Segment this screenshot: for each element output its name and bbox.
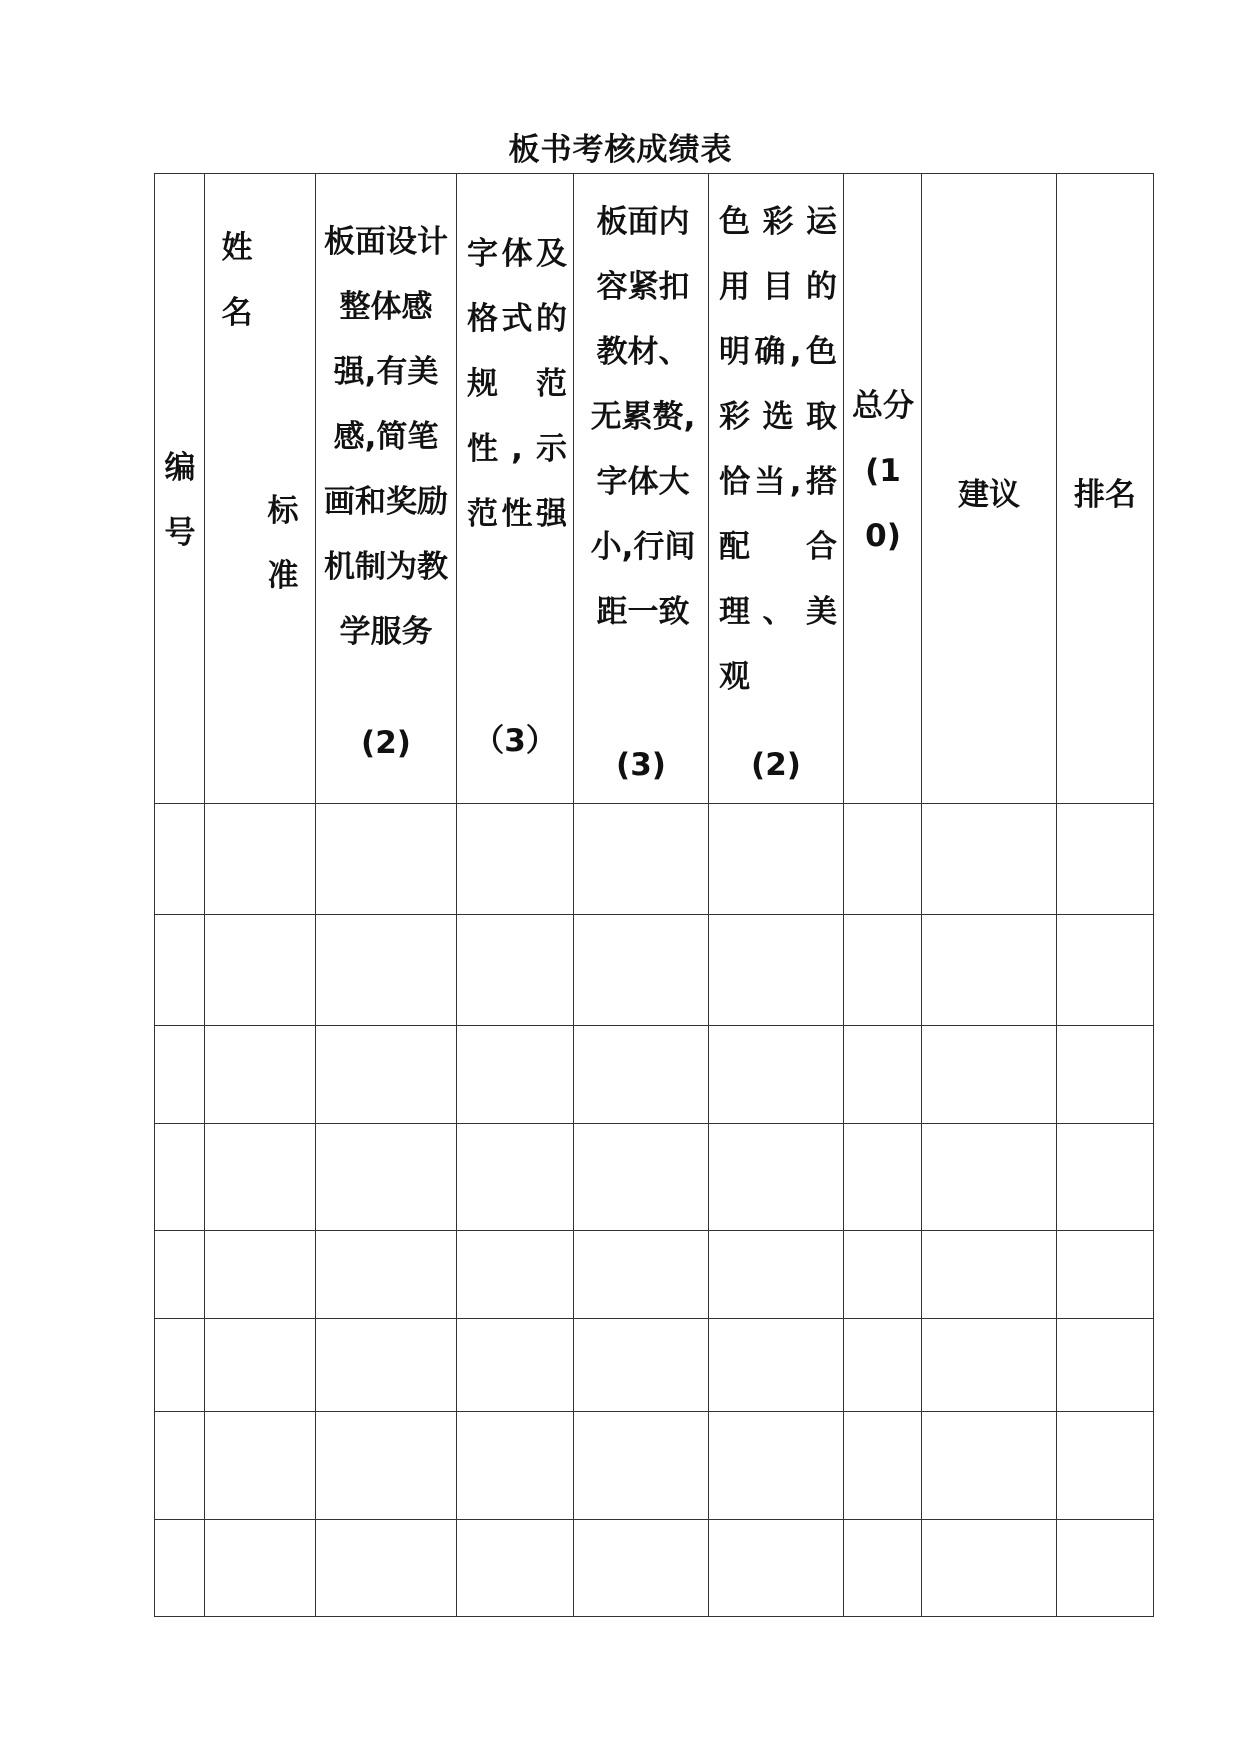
table-cell-advice[interactable] [922, 1520, 1057, 1617]
table-cell-name[interactable] [205, 1520, 316, 1617]
table-cell-font[interactable] [457, 1026, 574, 1124]
header-font-points: （3） [473, 723, 557, 759]
table-cell-color[interactable] [709, 1124, 844, 1231]
table-cell-index[interactable] [155, 1231, 205, 1319]
table-cell-rank[interactable] [1057, 915, 1154, 1026]
table-cell-advice[interactable] [922, 1231, 1057, 1319]
table-cell-font[interactable] [457, 915, 574, 1026]
header-index-label: 编号 [164, 450, 196, 551]
header-row [155, 174, 1154, 804]
table-cell-content[interactable] [574, 915, 709, 1026]
table-cell-content[interactable] [574, 1412, 709, 1520]
header-font [457, 174, 574, 804]
header-index [155, 174, 205, 804]
table-cell-total[interactable] [844, 1124, 922, 1231]
table-cell-index[interactable] [155, 1319, 205, 1412]
header-content [574, 174, 709, 804]
table-cell-rank[interactable] [1057, 1026, 1154, 1124]
score-table [154, 173, 1154, 1617]
table-cell-font[interactable] [457, 1412, 574, 1520]
table-cell-name[interactable] [205, 804, 316, 915]
table-row [155, 804, 1154, 915]
table-cell-color[interactable] [709, 1319, 844, 1412]
table-cell-total[interactable] [844, 1319, 922, 1412]
header-name [205, 174, 316, 804]
header-content-label: 板面内容紧扣教材、无累赘,字体大小,行间距一致 [590, 204, 696, 630]
table-cell-color[interactable] [709, 1026, 844, 1124]
table-cell-content[interactable] [574, 1319, 709, 1412]
table-cell-advice[interactable] [922, 1412, 1057, 1520]
table-cell-color[interactable] [709, 1231, 844, 1319]
header-design-label: 板面设计整体感强,有美感,简笔画和奖励机制为教学服务 [324, 224, 448, 650]
table-row [155, 1520, 1154, 1617]
table-cell-design[interactable] [316, 1412, 457, 1520]
header-standard-label: 标准 [267, 493, 299, 594]
table-cell-design[interactable] [316, 1520, 457, 1617]
table-row [155, 1026, 1154, 1124]
table-cell-color[interactable] [709, 915, 844, 1026]
header-advice [922, 174, 1057, 804]
table-row [155, 1124, 1154, 1231]
header-total [844, 174, 922, 804]
table-cell-total[interactable] [844, 915, 922, 1026]
header-font-label: 字体及格式的规范性,示范性强 [467, 236, 567, 532]
table-cell-total[interactable] [844, 1026, 922, 1124]
table-cell-index[interactable] [155, 1520, 205, 1617]
header-color [709, 174, 844, 804]
table-cell-design[interactable] [316, 1319, 457, 1412]
table-row [155, 915, 1154, 1026]
table-cell-design[interactable] [316, 1124, 457, 1231]
header-content-points: (3) [616, 747, 666, 783]
table-cell-font[interactable] [457, 1124, 574, 1231]
table-cell-index[interactable] [155, 1026, 205, 1124]
table-cell-color[interactable] [709, 1520, 844, 1617]
header-design [316, 174, 457, 804]
header-total-label: 总分(10) [852, 388, 914, 554]
table-cell-rank[interactable] [1057, 1319, 1154, 1412]
table-cell-font[interactable] [457, 1520, 574, 1617]
table-cell-content[interactable] [574, 1026, 709, 1124]
table-cell-color[interactable] [709, 1412, 844, 1520]
table-cell-total[interactable] [844, 1520, 922, 1617]
table-cell-total[interactable] [844, 1231, 922, 1319]
table-cell-name[interactable] [205, 1231, 316, 1319]
table-cell-color[interactable] [709, 804, 844, 915]
table-cell-advice[interactable] [922, 1026, 1057, 1124]
table-cell-design[interactable] [316, 915, 457, 1026]
table-cell-rank[interactable] [1057, 1412, 1154, 1520]
header-color-label: 色彩运用目的明确,色彩选取恰当,搭配合理、美观 [719, 204, 837, 695]
table-cell-total[interactable] [844, 1412, 922, 1520]
table-cell-font[interactable] [457, 1319, 574, 1412]
table-cell-name[interactable] [205, 1026, 316, 1124]
table-cell-advice[interactable] [922, 1124, 1057, 1231]
table-cell-rank[interactable] [1057, 1520, 1154, 1617]
table-cell-design[interactable] [316, 804, 457, 915]
header-design-points: (2) [361, 725, 411, 761]
header-advice-label: 建议 [958, 477, 1020, 513]
table-cell-name[interactable] [205, 915, 316, 1026]
table-cell-design[interactable] [316, 1231, 457, 1319]
table-cell-total[interactable] [844, 804, 922, 915]
header-rank [1057, 174, 1154, 804]
page-title: 板书考核成绩表 [508, 132, 733, 168]
table-row [155, 1412, 1154, 1520]
table-cell-rank[interactable] [1057, 804, 1154, 915]
table-cell-index[interactable] [155, 804, 205, 915]
table-cell-index[interactable] [155, 915, 205, 1026]
table-cell-index[interactable] [155, 1124, 205, 1231]
table-cell-name[interactable] [205, 1319, 316, 1412]
table-cell-font[interactable] [457, 1231, 574, 1319]
table-row [155, 1319, 1154, 1412]
table-cell-content[interactable] [574, 1520, 709, 1617]
table-cell-content[interactable] [574, 1124, 709, 1231]
table-cell-rank[interactable] [1057, 1124, 1154, 1231]
table-cell-rank[interactable] [1057, 1231, 1154, 1319]
table-cell-name[interactable] [205, 1412, 316, 1520]
table-cell-advice[interactable] [922, 804, 1057, 915]
table-cell-name[interactable] [205, 1124, 316, 1231]
table-cell-content[interactable] [574, 1231, 709, 1319]
table-cell-design[interactable] [316, 1026, 457, 1124]
table-cell-index[interactable] [155, 1412, 205, 1520]
header-color-points: (2) [751, 747, 801, 783]
header-name-label: 姓名 [221, 230, 253, 331]
header-rank-label: 排名 [1074, 477, 1136, 513]
table-body [155, 804, 1154, 1617]
table-cell-advice[interactable] [922, 915, 1057, 1026]
table-row [155, 1231, 1154, 1319]
table-cell-content[interactable] [574, 804, 709, 915]
table-cell-advice[interactable] [922, 1319, 1057, 1412]
table-cell-font[interactable] [457, 804, 574, 915]
